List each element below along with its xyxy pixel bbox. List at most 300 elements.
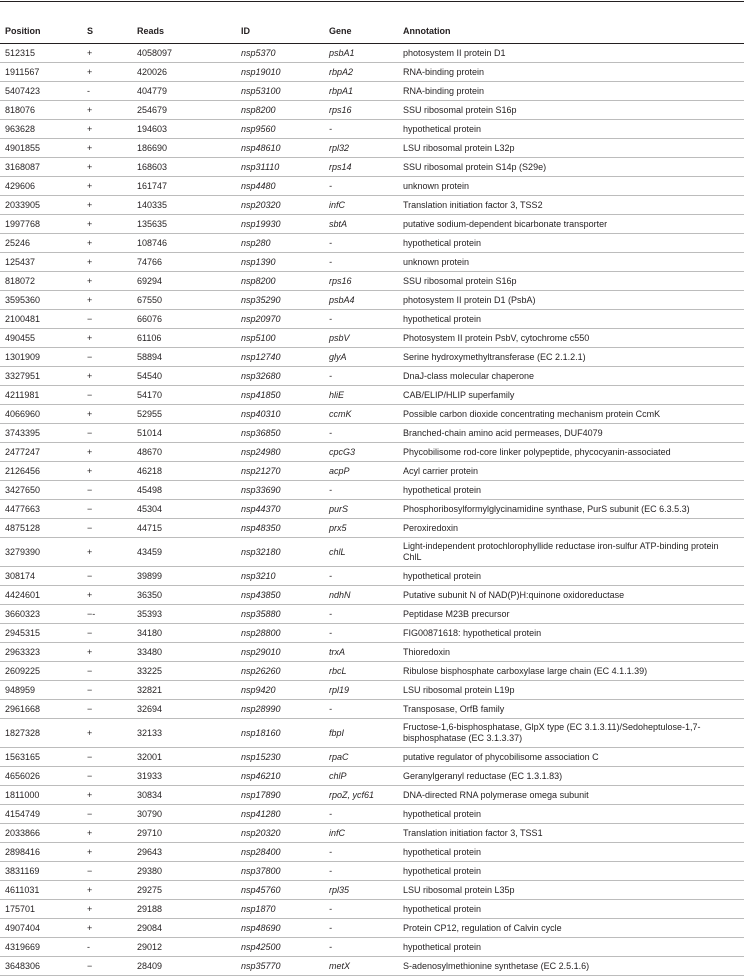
cell-strand: − (82, 567, 132, 586)
cell-annotation: DNA-directed RNA polymerase omega subunit (398, 786, 744, 805)
table-row (0, 177, 744, 196)
cell-gene: - (324, 177, 398, 196)
cell-position: 5407423 (0, 82, 82, 101)
table-row (0, 481, 744, 500)
cell-strand: − (82, 662, 132, 681)
table-row (0, 139, 744, 158)
cell-annotation: Putative subunit N of NAD(P)H:quinone oxidoreductase (398, 586, 744, 605)
cell-id: nsp41280 (236, 805, 324, 824)
cell-gene: rbpA1 (324, 82, 398, 101)
cell-id: nsp44370 (236, 500, 324, 519)
cell-reads: 31933 (132, 767, 236, 786)
cell-reads: 168603 (132, 158, 236, 177)
table-row (0, 519, 744, 538)
table-row (0, 234, 744, 253)
cell-annotation: Acyl carrier protein (398, 462, 744, 481)
cell-reads: 67550 (132, 291, 236, 310)
cell-gene: hliE (324, 386, 398, 405)
table-row (0, 424, 744, 443)
cell-strand: + (82, 719, 132, 748)
cell-annotation: Serine hydroxymethyltransferase (EC 2.1.2.1) (398, 348, 744, 367)
cell-gene: infC (324, 196, 398, 215)
table-row (0, 443, 744, 462)
cell-gene: rps16 (324, 101, 398, 120)
cell-reads: 29275 (132, 881, 236, 900)
cell-reads: 52955 (132, 405, 236, 424)
cell-gene: - (324, 424, 398, 443)
cell-position: 1301909 (0, 348, 82, 367)
cell-position: 3279390 (0, 538, 82, 567)
cell-position: 4211981 (0, 386, 82, 405)
cell-strand: + (82, 196, 132, 215)
cell-gene: rps16 (324, 272, 398, 291)
cell-gene: ndhN (324, 586, 398, 605)
cell-annotation: LSU ribosomal protein L32p (398, 139, 744, 158)
cell-reads: 44715 (132, 519, 236, 538)
cell-reads: 45304 (132, 500, 236, 519)
table-body (0, 44, 744, 976)
cell-strand: + (82, 405, 132, 424)
table-row (0, 272, 744, 291)
table-top-rule (0, 1, 744, 2)
cell-reads: 33225 (132, 662, 236, 681)
cell-gene: rpaC (324, 748, 398, 767)
cell-id: nsp20320 (236, 196, 324, 215)
table-row (0, 82, 744, 101)
cell-annotation: Geranylgeranyl reductase (EC 1.3.1.83) (398, 767, 744, 786)
table-row (0, 786, 744, 805)
cell-reads: 36350 (132, 586, 236, 605)
cell-reads: 420026 (132, 63, 236, 82)
cell-id: nsp8200 (236, 272, 324, 291)
cell-position: 2609225 (0, 662, 82, 681)
cell-reads: 161747 (132, 177, 236, 196)
cell-annotation: S-adenosylmethionine synthetase (EC 2.5.1.6) (398, 957, 744, 976)
cell-position: 2100481 (0, 310, 82, 329)
table-row (0, 586, 744, 605)
cell-id: nsp9560 (236, 120, 324, 139)
cell-reads: 29188 (132, 900, 236, 919)
table-row (0, 624, 744, 643)
cell-strand: − (82, 700, 132, 719)
cell-gene: - (324, 843, 398, 862)
cell-reads: 29012 (132, 938, 236, 957)
column-header-position: Position (0, 20, 82, 44)
table-row (0, 605, 744, 624)
table-row (0, 900, 744, 919)
cell-position: 4477663 (0, 500, 82, 519)
cell-annotation: CAB/ELIP/HLIP superfamily (398, 386, 744, 405)
cell-reads: 32133 (132, 719, 236, 748)
cell-reads: 58894 (132, 348, 236, 367)
cell-id: nsp31110 (236, 158, 324, 177)
cell-reads: 54170 (132, 386, 236, 405)
cell-reads: 194603 (132, 120, 236, 139)
cell-id: nsp21270 (236, 462, 324, 481)
cell-position: 2126456 (0, 462, 82, 481)
cell-reads: 48670 (132, 443, 236, 462)
cell-gene: cpcG3 (324, 443, 398, 462)
cell-strand: + (82, 786, 132, 805)
table-row (0, 538, 744, 567)
cell-reads: 34180 (132, 624, 236, 643)
cell-annotation: hypothetical protein (398, 938, 744, 957)
cell-id: nsp40310 (236, 405, 324, 424)
cell-gene: chlP (324, 767, 398, 786)
cell-reads: 32694 (132, 700, 236, 719)
table-row (0, 63, 744, 82)
cell-annotation: hypothetical protein (398, 805, 744, 824)
cell-strand: + (82, 291, 132, 310)
table-row (0, 462, 744, 481)
cell-position: 3327951 (0, 367, 82, 386)
cell-strand: + (82, 101, 132, 120)
cell-id: nsp26260 (236, 662, 324, 681)
cell-position: 4901855 (0, 139, 82, 158)
cell-gene: - (324, 624, 398, 643)
table-row (0, 101, 744, 120)
cell-strand: + (82, 538, 132, 567)
column-header-reads: Reads (132, 20, 236, 44)
cell-id: nsp35290 (236, 291, 324, 310)
cell-strand: − (82, 519, 132, 538)
cell-position: 2945315 (0, 624, 82, 643)
cell-reads: 32001 (132, 748, 236, 767)
cell-reads: 29084 (132, 919, 236, 938)
cell-strand: − (82, 805, 132, 824)
cell-id: nsp1390 (236, 253, 324, 272)
table-row (0, 196, 744, 215)
cell-id: nsp9420 (236, 681, 324, 700)
cell-reads: 35393 (132, 605, 236, 624)
cell-annotation: Possible carbon dioxide concentrating mechanism protein CcmK (398, 405, 744, 424)
cell-strand: + (82, 272, 132, 291)
cell-position: 4907404 (0, 919, 82, 938)
cell-strand: + (82, 462, 132, 481)
cell-strand: − (82, 310, 132, 329)
cell-position: 4875128 (0, 519, 82, 538)
cell-gene: rpl35 (324, 881, 398, 900)
cell-strand: + (82, 234, 132, 253)
cell-strand: - (82, 82, 132, 101)
cell-id: nsp20320 (236, 824, 324, 843)
cell-annotation: RNA-binding protein (398, 82, 744, 101)
cell-id: nsp42500 (236, 938, 324, 957)
cell-gene: rpl19 (324, 681, 398, 700)
cell-strand: + (82, 253, 132, 272)
cell-annotation: LSU ribosomal protein L19p (398, 681, 744, 700)
cell-strand: + (82, 177, 132, 196)
table-row (0, 957, 744, 976)
cell-gene: - (324, 367, 398, 386)
cell-annotation: putative sodium-dependent bicarbonate transporter (398, 215, 744, 234)
cell-id: nsp24980 (236, 443, 324, 462)
cell-strand: + (82, 586, 132, 605)
cell-annotation: FIG00871618: hypothetical protein (398, 624, 744, 643)
cell-id: nsp4480 (236, 177, 324, 196)
table-row (0, 662, 744, 681)
cell-annotation: Phycobilisome rod-core linker polypeptide, phycocyanin-associated (398, 443, 744, 462)
cell-strand: + (82, 63, 132, 82)
cell-id: nsp35880 (236, 605, 324, 624)
cell-gene: - (324, 605, 398, 624)
cell-gene: rpoZ, ycf61 (324, 786, 398, 805)
table-row (0, 643, 744, 662)
table-header-row (0, 20, 744, 44)
cell-strand: + (82, 919, 132, 938)
cell-gene: ccmK (324, 405, 398, 424)
cell-annotation: Thioredoxin (398, 643, 744, 662)
cell-reads: 51014 (132, 424, 236, 443)
cell-id: nsp28990 (236, 700, 324, 719)
cell-strand: + (82, 367, 132, 386)
cell-reads: 69294 (132, 272, 236, 291)
table-row (0, 767, 744, 786)
cell-strand: + (82, 139, 132, 158)
cell-strand: − (82, 681, 132, 700)
cell-id: nsp45760 (236, 881, 324, 900)
cell-position: 2898416 (0, 843, 82, 862)
cell-reads: 4058097 (132, 44, 236, 63)
cell-id: nsp17890 (236, 786, 324, 805)
cell-position: 963628 (0, 120, 82, 139)
table-row (0, 310, 744, 329)
cell-annotation: hypothetical protein (398, 120, 744, 139)
cell-id: nsp18160 (236, 719, 324, 748)
cell-gene: purS (324, 500, 398, 519)
cell-gene: psbV (324, 329, 398, 348)
cell-annotation: hypothetical protein (398, 234, 744, 253)
cell-reads: 108746 (132, 234, 236, 253)
cell-annotation: Photosystem II protein PsbV, cytochrome c550 (398, 329, 744, 348)
cell-id: nsp8200 (236, 101, 324, 120)
cell-annotation: hypothetical protein (398, 481, 744, 500)
table-row (0, 748, 744, 767)
cell-reads: 28409 (132, 957, 236, 976)
cell-id: nsp46210 (236, 767, 324, 786)
cell-gene: metX (324, 957, 398, 976)
cell-id: nsp280 (236, 234, 324, 253)
cell-id: nsp28400 (236, 843, 324, 862)
cell-reads: 32821 (132, 681, 236, 700)
cell-strand: + (82, 120, 132, 139)
cell-reads: 29380 (132, 862, 236, 881)
cell-annotation: Peroxiredoxin (398, 519, 744, 538)
table-row (0, 500, 744, 519)
table-row (0, 824, 744, 843)
cell-gene: - (324, 938, 398, 957)
cell-gene: - (324, 120, 398, 139)
cell-position: 3648306 (0, 957, 82, 976)
cell-gene: rps14 (324, 158, 398, 177)
table-row (0, 938, 744, 957)
cell-position: 4066960 (0, 405, 82, 424)
cell-annotation: hypothetical protein (398, 900, 744, 919)
cell-strand: − (82, 748, 132, 767)
cell-position: 1563165 (0, 748, 82, 767)
cell-strand: −- (82, 605, 132, 624)
cell-gene: infC (324, 824, 398, 843)
cell-id: nsp29010 (236, 643, 324, 662)
cell-position: 3168087 (0, 158, 82, 177)
column-header-strand: S (82, 20, 132, 44)
table-row (0, 44, 744, 63)
cell-annotation: Phosphoribosylformylglycinamidine synthase, PurS subunit (EC 6.3.5.3) (398, 500, 744, 519)
cell-reads: 54540 (132, 367, 236, 386)
table-row (0, 719, 744, 748)
cell-id: nsp28800 (236, 624, 324, 643)
cell-id: nsp3210 (236, 567, 324, 586)
cell-position: 25246 (0, 234, 82, 253)
table-row (0, 291, 744, 310)
cell-reads: 43459 (132, 538, 236, 567)
cell-id: nsp32180 (236, 538, 324, 567)
table-row (0, 805, 744, 824)
cell-annotation: Protein CP12, regulation of Calvin cycle (398, 919, 744, 938)
cell-id: nsp53100 (236, 82, 324, 101)
cell-position: 4154749 (0, 805, 82, 824)
column-header-annotation: Annotation (398, 20, 744, 44)
cell-reads: 46218 (132, 462, 236, 481)
column-header-gene: Gene (324, 20, 398, 44)
cell-id: nsp5370 (236, 44, 324, 63)
cell-position: 4424601 (0, 586, 82, 605)
cell-strand: + (82, 843, 132, 862)
cell-reads: 404779 (132, 82, 236, 101)
table-row (0, 386, 744, 405)
cell-position: 1911567 (0, 63, 82, 82)
cell-position: 2477247 (0, 443, 82, 462)
cell-strand: − (82, 386, 132, 405)
cell-annotation: Peptidase M23B precursor (398, 605, 744, 624)
cell-position: 3831169 (0, 862, 82, 881)
cell-reads: 186690 (132, 139, 236, 158)
cell-annotation: SSU ribosomal protein S16p (398, 101, 744, 120)
cell-gene: - (324, 919, 398, 938)
cell-id: nsp32680 (236, 367, 324, 386)
table-row (0, 405, 744, 424)
table-row (0, 919, 744, 938)
cell-position: 3595360 (0, 291, 82, 310)
cell-position: 4319669 (0, 938, 82, 957)
cell-reads: 74766 (132, 253, 236, 272)
cell-reads: 29710 (132, 824, 236, 843)
cell-gene: trxA (324, 643, 398, 662)
cell-id: nsp19930 (236, 215, 324, 234)
cell-gene: sbtA (324, 215, 398, 234)
cell-annotation: DnaJ-class molecular chaperone (398, 367, 744, 386)
cell-position: 3743395 (0, 424, 82, 443)
cell-reads: 30834 (132, 786, 236, 805)
cell-gene: psbA4 (324, 291, 398, 310)
cell-strand: − (82, 624, 132, 643)
cell-strand: + (82, 158, 132, 177)
cell-position: 2961668 (0, 700, 82, 719)
cell-gene: psbA1 (324, 44, 398, 63)
cell-strand: − (82, 500, 132, 519)
column-header-id: ID (236, 20, 324, 44)
cell-position: 2963323 (0, 643, 82, 662)
cell-position: 1827328 (0, 719, 82, 748)
cell-gene: acpP (324, 462, 398, 481)
cell-annotation: photosystem II protein D1 (398, 44, 744, 63)
cell-gene: glyA (324, 348, 398, 367)
table-row (0, 348, 744, 367)
cell-id: nsp41850 (236, 386, 324, 405)
cell-strand: + (82, 881, 132, 900)
cell-strand: + (82, 643, 132, 662)
table-row (0, 881, 744, 900)
cell-strand: + (82, 44, 132, 63)
table-row (0, 215, 744, 234)
cell-annotation: SSU ribosomal protein S14p (S29e) (398, 158, 744, 177)
cell-reads: 33480 (132, 643, 236, 662)
cell-annotation: unknown protein (398, 253, 744, 272)
cell-reads: 66076 (132, 310, 236, 329)
table-row (0, 700, 744, 719)
cell-gene: rbpA2 (324, 63, 398, 82)
cell-position: 3427650 (0, 481, 82, 500)
cell-strand: + (82, 900, 132, 919)
cell-gene: prx5 (324, 519, 398, 538)
cell-position: 2033905 (0, 196, 82, 215)
cell-gene: rpl32 (324, 139, 398, 158)
cell-annotation: Branched-chain amino acid permeases, DUF4079 (398, 424, 744, 443)
cell-id: nsp20970 (236, 310, 324, 329)
cell-annotation: hypothetical protein (398, 862, 744, 881)
cell-position: 490455 (0, 329, 82, 348)
cell-position: 3660323 (0, 605, 82, 624)
cell-annotation: SSU ribosomal protein S16p (398, 272, 744, 291)
cell-id: nsp43850 (236, 586, 324, 605)
cell-position: 818072 (0, 272, 82, 291)
cell-position: 1811000 (0, 786, 82, 805)
cell-reads: 254679 (132, 101, 236, 120)
cell-reads: 29643 (132, 843, 236, 862)
cell-strand: − (82, 348, 132, 367)
cell-id: nsp19010 (236, 63, 324, 82)
data-table (0, 20, 744, 976)
cell-id: nsp12740 (236, 348, 324, 367)
cell-position: 4611031 (0, 881, 82, 900)
table-row (0, 843, 744, 862)
cell-annotation: Translation initiation factor 3, TSS1 (398, 824, 744, 843)
cell-annotation: Ribulose bisphosphate carboxylase large chain (EC 4.1.1.39) (398, 662, 744, 681)
cell-id: nsp35770 (236, 957, 324, 976)
cell-gene: - (324, 310, 398, 329)
cell-annotation: photosystem II protein D1 (PsbA) (398, 291, 744, 310)
cell-strand: + (82, 443, 132, 462)
cell-strand: − (82, 957, 132, 976)
cell-strand: + (82, 215, 132, 234)
cell-id: nsp48610 (236, 139, 324, 158)
cell-gene: chlL (324, 538, 398, 567)
table-row (0, 158, 744, 177)
cell-position: 512315 (0, 44, 82, 63)
cell-gene: - (324, 234, 398, 253)
cell-gene: - (324, 805, 398, 824)
cell-reads: 39899 (132, 567, 236, 586)
cell-annotation: unknown protein (398, 177, 744, 196)
cell-reads: 135635 (132, 215, 236, 234)
cell-gene: rbcL (324, 662, 398, 681)
table-row (0, 567, 744, 586)
cell-position: 818076 (0, 101, 82, 120)
cell-gene: - (324, 900, 398, 919)
cell-annotation: hypothetical protein (398, 843, 744, 862)
cell-strand: - (82, 938, 132, 957)
cell-annotation: RNA-binding protein (398, 63, 744, 82)
